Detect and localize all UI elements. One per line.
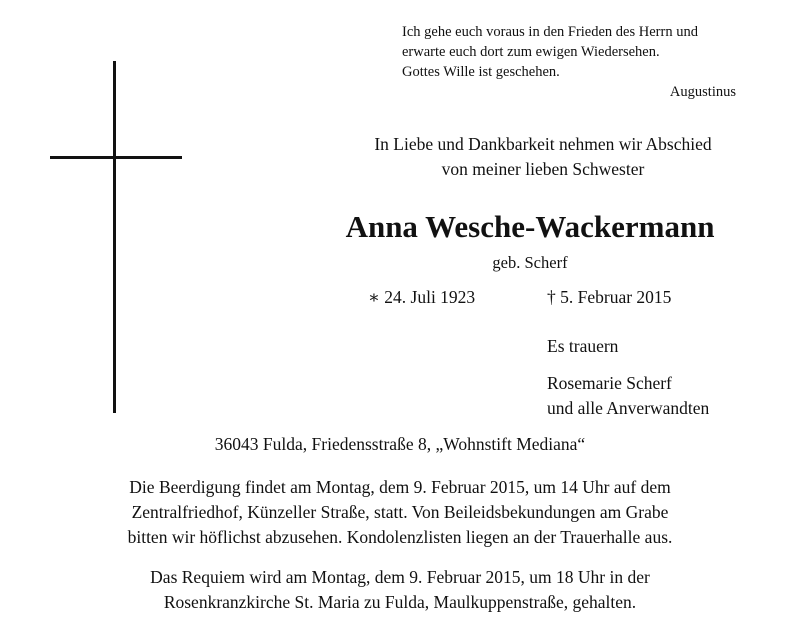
- quote-line: erwarte euch dort zum ewigen Wiedersehen.: [402, 44, 660, 60]
- quote-line: Ich gehe euch voraus in den Frieden des Herrn und: [402, 24, 698, 40]
- requiem-line: Das Requiem wird am Montag, dem 9. Februar 2015, um 18 Uhr in der: [150, 567, 650, 587]
- funeral-line: Zentralfriedhof, Künzeller Straße, statt. Von Beileidsbekundungen am Grabe: [131, 502, 669, 522]
- quote-line: Gottes Wille ist geschehen.: [402, 64, 560, 80]
- mourners-heading: Es trauern: [547, 336, 619, 356]
- cross-vertical-bar: [113, 61, 116, 413]
- birth-date: ∗ 24. Juli 1923: [368, 287, 476, 307]
- death-date: † 5. Februar 2015: [547, 287, 672, 307]
- mourner-name: Rosemarie Scherf: [547, 373, 672, 393]
- funeral-details: [0, 475, 800, 550]
- bible-quote: [402, 22, 762, 102]
- farewell-intro: [300, 132, 786, 182]
- deceased-name: Anna Wesche-Wackermann: [345, 209, 715, 244]
- requiem-details: [0, 565, 800, 615]
- quote-author: Augustinus: [669, 84, 736, 100]
- intro-line: In Liebe und Dankbarkeit nehmen wir Abschied: [374, 134, 712, 154]
- mourner-name: und alle Anverwandten: [547, 398, 710, 418]
- address-line: 36043 Fulda, Friedensstraße 8, „Wohnstift Mediana“: [214, 434, 586, 454]
- deceased-born-name: geb. Scherf: [492, 253, 568, 272]
- mourners-block: [547, 334, 709, 421]
- intro-line: von meiner lieben Schwester: [441, 159, 645, 179]
- cross-horizontal-bar: [50, 156, 182, 159]
- funeral-line: Die Beerdigung findet am Montag, dem 9. Februar 2015, um 14 Uhr auf dem: [129, 477, 671, 497]
- requiem-line: Rosenkranzkirche St. Maria zu Fulda, Maulkuppenstraße, gehalten.: [163, 592, 637, 612]
- funeral-line: bitten wir höflichst abzusehen. Kondolenzlisten liegen an der Trauerhalle aus.: [127, 527, 673, 547]
